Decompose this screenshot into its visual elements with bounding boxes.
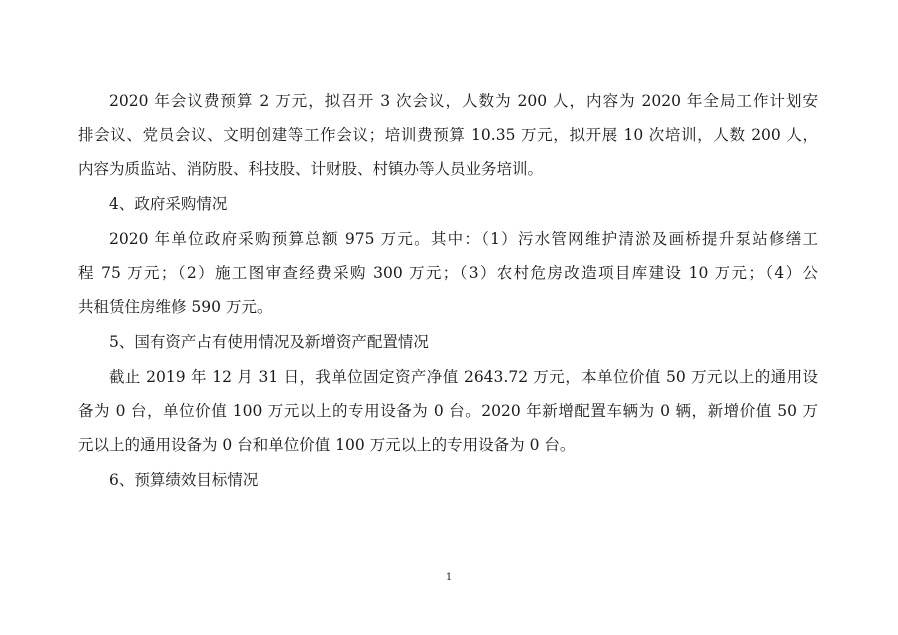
paragraph-procurement-line-1: 2020 年单位政府采购预算总额 975 万元。其中：（1）污水管网维护清淤及画桥提升泵站修缮工 — [109, 230, 818, 248]
paragraph-meeting-training-line-3: 内容为质监站、消防股、科技股、计财股、村镇办等人员业务培训。 — [78, 160, 544, 178]
paragraph-assets-line-1: 截止 2019 年 12 月 31 日，我单位固定资产净值 2643.72 万元，本单位价值 50 万元以上的通用设 — [109, 368, 818, 386]
heading-government-procurement: 4、政府采购情况 — [109, 195, 228, 213]
heading-state-assets: 5、国有资产占有使用情况及新增资产配置情况 — [109, 333, 429, 351]
paragraph-procurement-line-2: 程 75 万元；（2）施工图审查经费采购 300 万元；（3）农村危房改造项目库建设 10 万元；（4）公 — [78, 264, 818, 282]
paragraph-assets-line-3: 元以上的通用设备为 0 台和单位价值 100 万元以上的专用设备为 0 台。 — [78, 436, 576, 454]
heading-performance-goals: 6、预算绩效目标情况 — [109, 471, 259, 489]
paragraph-meeting-training-line-2: 排会议、党员会议、文明创建等工作会议；培训费预算 10.35 万元，拟开展 10 次培训，人数 200 人， — [78, 126, 818, 144]
paragraph-meeting-training-line-1: 2020 年会议费预算 2 万元，拟召开 3 次会议，人数为 200 人，内容为 2020 年全局工作计划安 — [109, 92, 818, 110]
page-number: 1 — [445, 572, 453, 583]
paragraph-assets-line-2: 备为 0 台，单位价值 100 万元以上的专用设备为 0 台。2020 年新增配置车辆为 0 辆，新增价值 50 万 — [78, 402, 818, 420]
paragraph-procurement-line-3: 共租赁住房维修 590 万元。 — [78, 298, 273, 316]
